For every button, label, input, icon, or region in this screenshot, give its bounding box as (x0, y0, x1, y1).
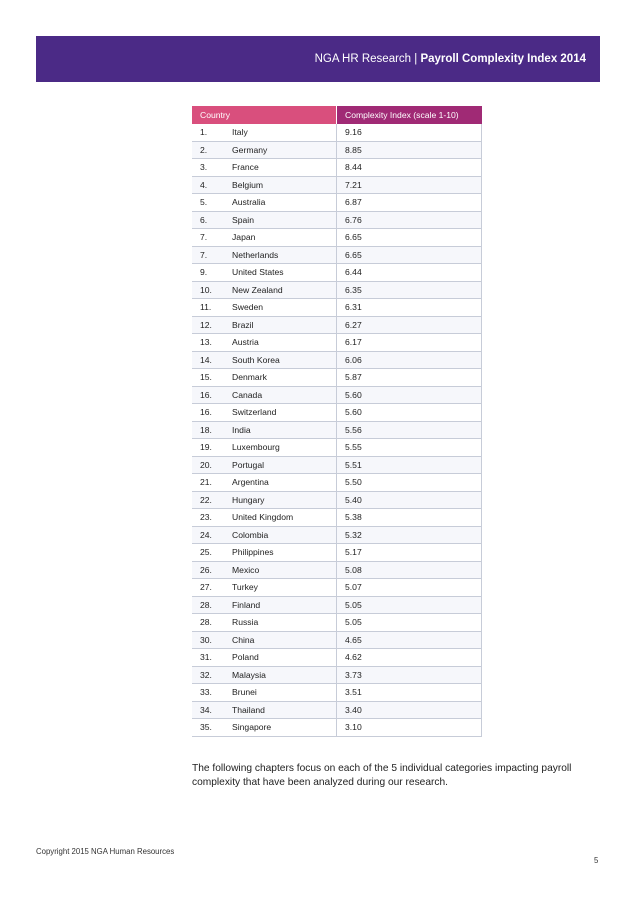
country-name: Canada (232, 389, 263, 400)
table-row (192, 491, 482, 509)
country-name: New Zealand (232, 284, 283, 295)
table-body (192, 124, 482, 736)
country-cell (192, 526, 337, 544)
country-cell (192, 386, 337, 404)
table-row (192, 369, 482, 387)
index-value: 6.65 (337, 229, 482, 247)
rank-label: 20. (200, 459, 212, 470)
country-cell (192, 439, 337, 457)
country-name: Finland (232, 599, 261, 610)
rank-label: 16. (200, 407, 212, 418)
column-header-country: Country (192, 106, 337, 124)
country-cell (192, 281, 337, 299)
rank-label: 3. (200, 162, 208, 173)
table-row (192, 561, 482, 579)
index-value: 8.85 (337, 141, 482, 159)
table-row (192, 544, 482, 562)
table-row (192, 614, 482, 632)
country-cell (192, 334, 337, 352)
table-row (192, 631, 482, 649)
country-name: India (232, 424, 251, 435)
index-value: 9.16 (337, 124, 482, 141)
table-row (192, 701, 482, 719)
country-name: Switzerland (232, 407, 277, 418)
index-value: 5.07 (337, 579, 482, 597)
index-value: 6.35 (337, 281, 482, 299)
index-value: 6.87 (337, 194, 482, 212)
country-cell (192, 474, 337, 492)
country-name: Belgium (232, 179, 264, 190)
rank-label: 5. (200, 197, 208, 208)
country-name: Denmark (232, 372, 267, 383)
index-value: 6.31 (337, 299, 482, 317)
country-cell (192, 316, 337, 334)
country-cell (192, 159, 337, 177)
country-name: France (232, 162, 259, 173)
rank-label: 14. (200, 354, 212, 365)
country-cell (192, 351, 337, 369)
table-row (192, 124, 482, 141)
country-name: United States (232, 267, 284, 278)
country-name: Russia (232, 617, 259, 628)
index-value: 5.40 (337, 491, 482, 509)
header-prefix: NGA HR Research | (314, 53, 421, 65)
country-name: Malaysia (232, 669, 266, 680)
table-row (192, 194, 482, 212)
header-band (36, 36, 600, 82)
rank-label: 25. (200, 547, 212, 558)
rank-label: 7. (200, 232, 208, 243)
table-row (192, 334, 482, 352)
table-row (192, 649, 482, 667)
country-name: Argentina (232, 477, 269, 488)
index-value: 6.65 (337, 246, 482, 264)
table-row (192, 229, 482, 247)
country-name: Brunei (232, 687, 257, 698)
country-name: Philippines (232, 547, 274, 558)
table-row (192, 684, 482, 702)
index-value: 5.32 (337, 526, 482, 544)
table-row (192, 211, 482, 229)
index-value: 5.60 (337, 404, 482, 422)
table-row (192, 439, 482, 457)
rank-label: 22. (200, 494, 212, 505)
index-value: 6.76 (337, 211, 482, 229)
index-value: 5.05 (337, 596, 482, 614)
index-value: 4.62 (337, 649, 482, 667)
index-value: 6.17 (337, 334, 482, 352)
country-name: Spain (232, 214, 254, 225)
index-value: 5.51 (337, 456, 482, 474)
country-name: Italy (232, 127, 248, 138)
table-row (192, 421, 482, 439)
country-name: Turkey (232, 582, 258, 593)
rank-label: 4. (200, 179, 208, 190)
table-row (192, 456, 482, 474)
country-cell (192, 719, 337, 737)
country-cell (192, 124, 337, 141)
country-cell (192, 649, 337, 667)
table-row (192, 474, 482, 492)
page-number: 5 (594, 856, 599, 865)
country-name: Colombia (232, 529, 269, 540)
country-name: Thailand (232, 704, 265, 715)
rank-label: 28. (200, 599, 212, 610)
table-row (192, 176, 482, 194)
rank-label: 21. (200, 477, 212, 488)
index-value: 5.55 (337, 439, 482, 457)
country-cell (192, 631, 337, 649)
country-cell (192, 404, 337, 422)
country-name: Austria (232, 337, 259, 348)
index-value: 7.21 (337, 176, 482, 194)
country-cell (192, 369, 337, 387)
country-name: Japan (232, 232, 256, 243)
country-cell (192, 456, 337, 474)
rank-label: 27. (200, 582, 212, 593)
rank-label: 1. (200, 127, 208, 138)
table-row (192, 316, 482, 334)
country-name: Mexico (232, 564, 260, 575)
index-value: 6.27 (337, 316, 482, 334)
country-cell (192, 211, 337, 229)
rank-label: 28. (200, 617, 212, 628)
country-cell (192, 684, 337, 702)
table-row (192, 596, 482, 614)
table-row (192, 159, 482, 177)
country-name: South Korea (232, 354, 280, 365)
table-row (192, 299, 482, 317)
table-row (192, 246, 482, 264)
rank-label: 2. (200, 144, 208, 155)
footer-copyright: Copyright 2015 NGA Human Resources (36, 847, 175, 856)
table-row (192, 719, 482, 737)
rank-label: 13. (200, 337, 212, 348)
table-row (192, 404, 482, 422)
country-cell (192, 229, 337, 247)
table-row (192, 526, 482, 544)
country-name: Australia (232, 197, 266, 208)
index-value: 5.56 (337, 421, 482, 439)
index-value: 5.60 (337, 386, 482, 404)
country-name: Germany (232, 144, 268, 155)
rank-label: 30. (200, 634, 212, 645)
country-cell (192, 264, 337, 282)
index-value: 5.87 (337, 369, 482, 387)
rank-label: 16. (200, 389, 212, 400)
rank-label: 6. (200, 214, 208, 225)
index-value: 3.10 (337, 719, 482, 737)
country-cell (192, 596, 337, 614)
rank-label: 31. (200, 652, 212, 663)
rank-label: 33. (200, 687, 212, 698)
complexity-table (192, 106, 482, 737)
country-name: United Kingdom (232, 512, 294, 523)
country-cell (192, 141, 337, 159)
rank-label: 24. (200, 529, 212, 540)
header-title (315, 53, 586, 65)
rank-label: 10. (200, 284, 212, 295)
country-name: Sweden (232, 302, 264, 313)
index-value: 3.73 (337, 666, 482, 684)
country-cell (192, 246, 337, 264)
country-cell (192, 299, 337, 317)
rank-label: 18. (200, 424, 212, 435)
country-cell (192, 194, 337, 212)
country-cell (192, 421, 337, 439)
country-name: China (232, 634, 255, 645)
table-row (192, 579, 482, 597)
country-cell (192, 544, 337, 562)
table-row (192, 351, 482, 369)
table-row (192, 666, 482, 684)
rank-label: 19. (200, 442, 212, 453)
rank-label: 26. (200, 564, 212, 575)
index-value: 5.50 (337, 474, 482, 492)
index-value: 8.44 (337, 159, 482, 177)
country-name: Portugal (232, 459, 265, 470)
rank-label: 9. (200, 267, 208, 278)
index-value: 5.17 (337, 544, 482, 562)
index-value: 3.51 (337, 684, 482, 702)
rank-label: 34. (200, 704, 212, 715)
country-cell (192, 614, 337, 632)
rank-label: 12. (200, 319, 212, 330)
index-value: 6.44 (337, 264, 482, 282)
table-row (192, 386, 482, 404)
table-row (192, 264, 482, 282)
table-row (192, 141, 482, 159)
rank-label: 32. (200, 669, 212, 680)
country-name: Poland (232, 652, 259, 663)
index-value: 6.06 (337, 351, 482, 369)
body-paragraph: The following chapters focus on each of the 5 individual categories impacting payroll complexity that have been analyzed during our research. (192, 763, 572, 788)
country-name: Hungary (232, 494, 265, 505)
rank-label: 7. (200, 249, 208, 260)
country-name: Netherlands (232, 249, 279, 260)
table-row (192, 509, 482, 527)
index-value: 3.40 (337, 701, 482, 719)
rank-label: 11. (200, 302, 212, 313)
country-cell (192, 701, 337, 719)
table-row (192, 281, 482, 299)
country-cell (192, 509, 337, 527)
country-cell (192, 579, 337, 597)
country-cell (192, 561, 337, 579)
country-cell (192, 176, 337, 194)
index-value: 5.05 (337, 614, 482, 632)
column-header-index: Complexity Index (scale 1-10) (337, 106, 482, 124)
index-value: 4.65 (337, 631, 482, 649)
rank-label: 35. (200, 722, 212, 733)
country-name: Singapore (232, 722, 272, 733)
country-name: Brazil (232, 319, 254, 330)
index-value: 5.08 (337, 561, 482, 579)
rank-label: 23. (200, 512, 212, 523)
rank-label: 15. (200, 372, 212, 383)
country-name: Luxembourg (232, 442, 280, 453)
header-report-title: Payroll Complexity Index 2014 (420, 53, 586, 65)
table-header-row (192, 106, 482, 124)
index-value: 5.38 (337, 509, 482, 527)
country-cell (192, 666, 337, 684)
country-cell (192, 491, 337, 509)
